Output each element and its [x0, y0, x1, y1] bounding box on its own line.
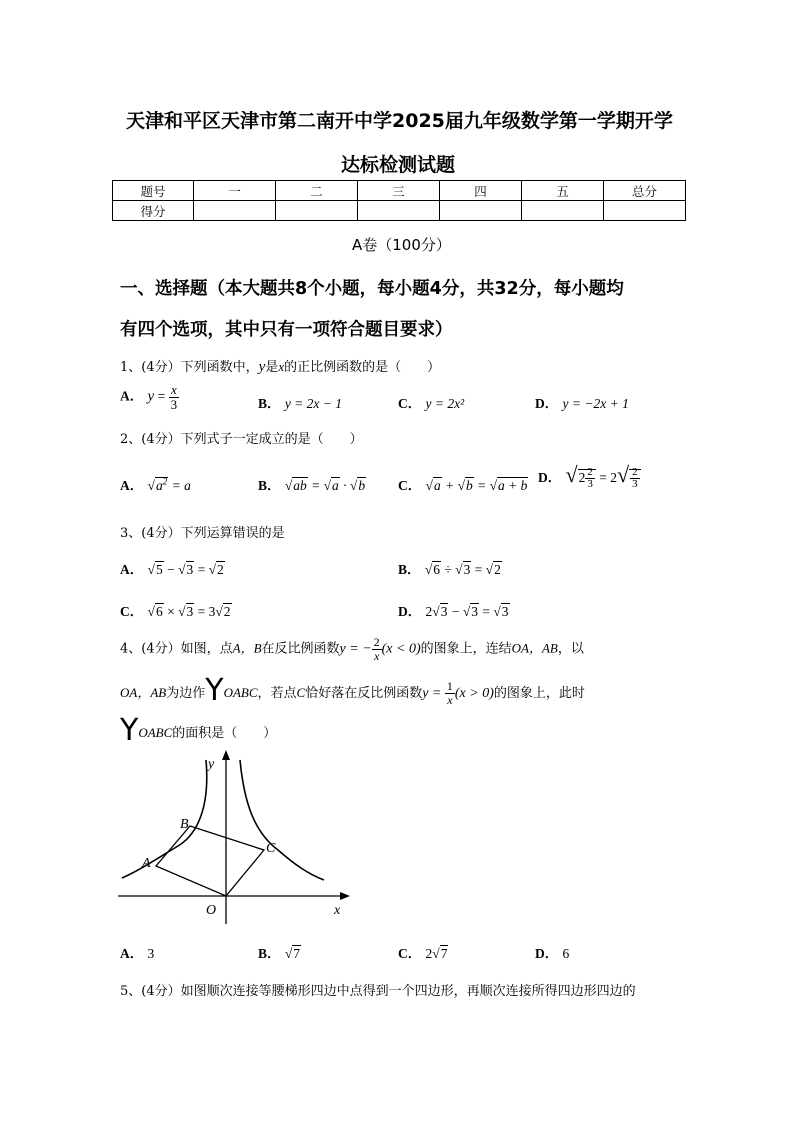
score-header-cell: 总分	[604, 181, 686, 201]
option-label: B．	[258, 478, 281, 493]
option-label: D．	[398, 604, 422, 619]
parallelogram-symbol: Y	[205, 673, 224, 708]
score-header-cell: 五	[522, 181, 604, 201]
option-label: C．	[398, 396, 422, 411]
q1-option-c[interactable]	[398, 392, 464, 412]
q1-c-expr: y = 2x²	[425, 396, 465, 411]
score-header-cell: 四	[440, 181, 522, 201]
score-header-cell: 题号	[113, 181, 194, 201]
option-label: D．	[535, 946, 559, 961]
score-cell	[604, 201, 686, 221]
q1-a-fraction: $\frac{x}{3}$	[170, 382, 178, 412]
option-label: C．	[398, 946, 422, 961]
option-label: D．	[535, 396, 559, 411]
graph-label-x: x	[334, 903, 341, 918]
score-table-score-row	[113, 201, 686, 221]
q2-option-b[interactable]: B． √ab = √a · √b	[258, 478, 366, 493]
score-header-cell: 一	[194, 181, 276, 201]
q1-b-expr: y = 2x − 1	[284, 396, 343, 411]
q1-prefix: 1、(4分）下列函数中，	[120, 360, 259, 375]
q4-option-a[interactable]: A． 3	[120, 946, 155, 961]
question-1-stem	[120, 356, 440, 376]
q4-option-c[interactable]: C． 2√7	[398, 946, 448, 961]
question-2-stem: 2、(4分）下列式子一定成立的是（ ）	[120, 432, 363, 447]
q1-var-y: y	[258, 359, 266, 375]
parallelogram-symbol: Y	[120, 713, 139, 748]
option-label: C．	[120, 604, 144, 619]
section-heading-line1: 一、选择题（本大题共8个小题，每小题4分，共32分，每小题均	[120, 279, 624, 299]
left-hyperbola-branch	[122, 760, 207, 878]
document-title-line1: 天津和平区天津市第二南开中学2025届九年级数学第一学期开学	[126, 110, 673, 132]
score-header-cell: 三	[358, 181, 440, 201]
q1-option-d[interactable]	[535, 392, 629, 412]
q3-option-d[interactable]: D． 2√3 − √3 = √3	[398, 604, 509, 619]
q4-graph-figure	[118, 746, 358, 926]
document-title-line2: 达标检测试题	[341, 154, 456, 176]
option-label: A．	[120, 478, 144, 493]
q2-option-a[interactable]: A． $√a^2 = a$	[120, 476, 191, 493]
q1-mid: 是	[265, 360, 279, 375]
x-axis-arrow-icon	[340, 892, 350, 900]
q1-option-a[interactable]: A． y = $\frac{x}{3}$	[120, 382, 178, 412]
score-cell	[522, 201, 604, 221]
score-table-header-row	[113, 181, 686, 201]
option-label: D．	[538, 470, 562, 485]
option-label: A．	[120, 946, 144, 961]
q1-suffix: 的正比例函数的是（ ）	[284, 360, 441, 375]
graph-label-b: B	[180, 817, 189, 832]
q4-option-d[interactable]: D． 6	[535, 946, 570, 961]
score-cell	[194, 201, 276, 221]
question-5-stem: 5、(4分）如图顺次连接等腰梯形四边中点得到一个四边形，再顺次连接所得四边形四边的	[120, 984, 636, 999]
option-label: B．	[258, 946, 281, 961]
q3-option-a[interactable]: A． √5 − √3 = √2	[120, 562, 224, 577]
section-heading-line2: 有四个选项，其中只有一项符合题目要求）	[120, 320, 453, 340]
question-4-line1: 4、(4分）如图，点A，B在反比例函数y = − $\frac{2}{x}$ (x < 0)的图象上，连结OA，AB，以	[120, 635, 584, 663]
q1-option-b[interactable]	[258, 392, 342, 412]
question-4-line3: YOABC的面积是（ ）	[120, 713, 277, 748]
score-cell	[276, 201, 358, 221]
score-header-cell: 二	[276, 181, 358, 201]
question-3-stem: 3、(4分）下列运算错误的是	[120, 526, 285, 541]
option-label: C．	[398, 478, 422, 493]
q1-var-x: x	[278, 359, 285, 374]
q4-option-b[interactable]: B． √7	[258, 946, 300, 961]
option-label: A．	[120, 388, 144, 404]
graph-label-y: y	[208, 757, 215, 772]
score-table	[112, 180, 686, 221]
q3-option-b[interactable]: B． √6 ÷ √3 = √2	[398, 562, 501, 577]
score-row-label: 得分	[113, 201, 194, 221]
y-axis-arrow-icon	[222, 750, 230, 760]
q1-d-expr: y = −2x + 1	[562, 396, 629, 411]
q1-a-lhs: y	[147, 388, 155, 405]
option-label: A．	[120, 562, 144, 577]
graph-label-o: O	[206, 903, 217, 918]
score-cell	[440, 201, 522, 221]
q2-option-d[interactable]: D． √2 $\frac{2}{3}$ = 2√ $\frac{2}{3}$	[538, 462, 641, 491]
graph-label-a: A	[142, 856, 151, 871]
question-4-line2: OA，AB为边作YOABC，若点C恰好落在反比例函数y = $\frac{1}{x}$ (x > 0)的图象上，此时	[120, 673, 585, 708]
parallelogram-oabc	[156, 826, 264, 896]
option-label: B．	[398, 562, 421, 577]
score-cell	[358, 201, 440, 221]
right-hyperbola-branch	[240, 760, 324, 880]
volume-label: A卷（100分）	[352, 236, 451, 254]
graph-label-c: C	[266, 841, 276, 856]
q2-option-c[interactable]: C． √a + √b = √a + b	[398, 478, 528, 493]
option-label: B．	[258, 396, 281, 411]
q3-option-c[interactable]: C． √6 × √3 = 3√2	[120, 604, 231, 619]
